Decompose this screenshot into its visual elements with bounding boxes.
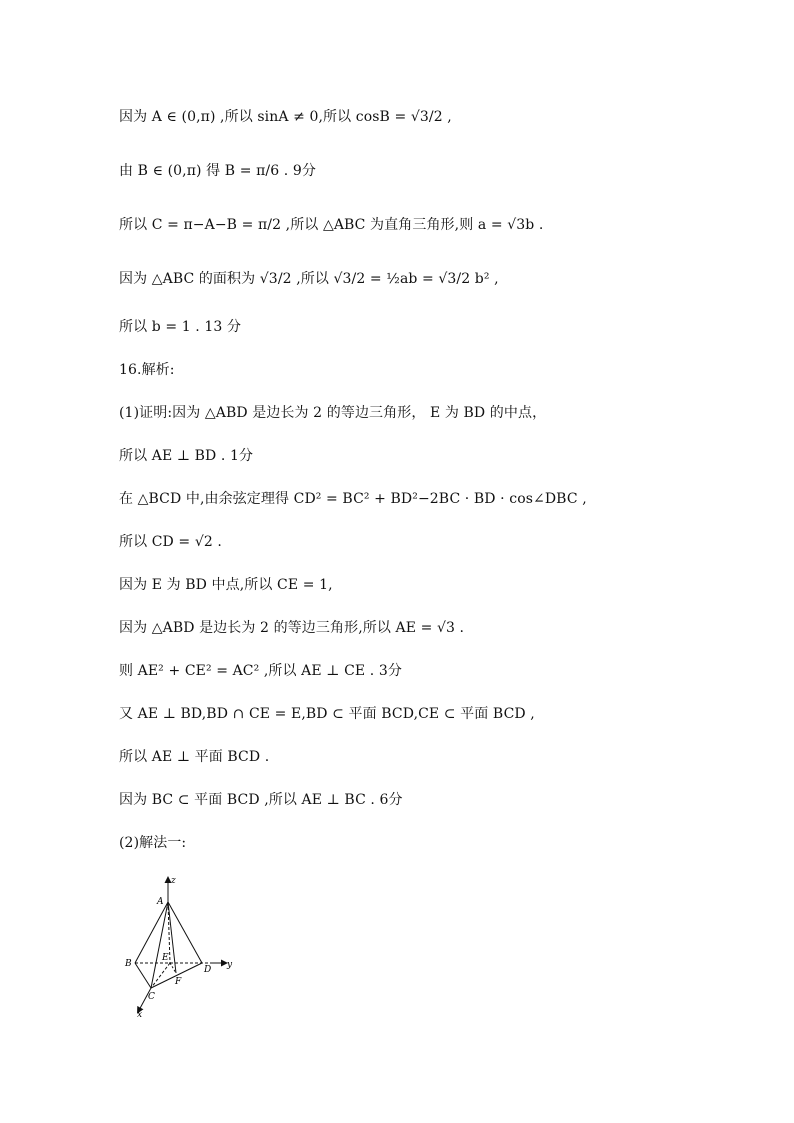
text-line-4: 因为 △ABC 的面积为 √3/2 ,所以 √3/2 = ½ab = √3/2 b² ,	[119, 271, 499, 287]
text-line-13: 则 AE² + CE² = AC² ,所以 AE ⊥ CE . 3分	[119, 663, 402, 679]
tetrahedron-diagram	[118, 872, 248, 1022]
section-heading-16: 16.解析:	[119, 362, 175, 378]
geometry-figure	[118, 872, 248, 1026]
label-d: D	[204, 965, 212, 975]
edge-bc	[135, 963, 151, 988]
text-line-3: 所以 C = π−A−B = π/2 ,所以 △ABC 为直角三角形,则 a = √3b .	[119, 217, 544, 233]
method-heading: (2)解法一:	[119, 835, 187, 851]
text-line-7: (1)证明:因为 △ABD 是边长为 2 的等边三角形， E 为 BD 的中点，	[119, 405, 547, 421]
label-f: F	[175, 977, 182, 987]
text-line-12: 因为 △ABD 是边长为 2 的等边三角形,所以 AE = √3 .	[119, 620, 465, 636]
text-line-2: 由 B ∈ (0,π) 得 B = π/6 . 9分	[119, 163, 316, 179]
text-line-10: 所以 CD = √2 .	[119, 534, 222, 550]
label-x: x	[137, 1010, 143, 1020]
text-line-15: 所以 AE ⊥ 平面 BCD .	[119, 749, 270, 765]
label-e: E	[162, 953, 169, 963]
edge-ad	[168, 902, 202, 963]
text-line-16: 因为 BC ⊂ 平面 BCD ,所以 AE ⊥ BC . 6分	[119, 792, 403, 808]
label-y: y	[227, 960, 233, 970]
text-line-11: 因为 E 为 BD 中点,所以 CE = 1,	[119, 577, 333, 593]
label-z: z	[171, 876, 176, 886]
text-line-8: 所以 AE ⊥ BD . 1分	[119, 448, 254, 464]
edge-ac	[151, 902, 168, 988]
text-line-9: 在 △BCD 中,由余弦定理得 CD² = BC² + BD²−2BC · BD · cos∠DBC ,	[119, 491, 587, 507]
text-line-5: 所以 b = 1 . 13 分	[119, 319, 242, 335]
label-a: A	[157, 897, 164, 907]
text-line-1: 因为 A ∈ (0,π) ,所以 sinA ≠ 0,所以 cosB = √3/2 ,	[119, 109, 452, 125]
label-c: C	[148, 992, 155, 1002]
text-line-14: 又 AE ⊥ BD,BD ∩ CE = E,BD ⊂ 平面 BCD,CE ⊂ 平面 BCD ,	[119, 706, 535, 722]
label-b: B	[125, 959, 132, 969]
